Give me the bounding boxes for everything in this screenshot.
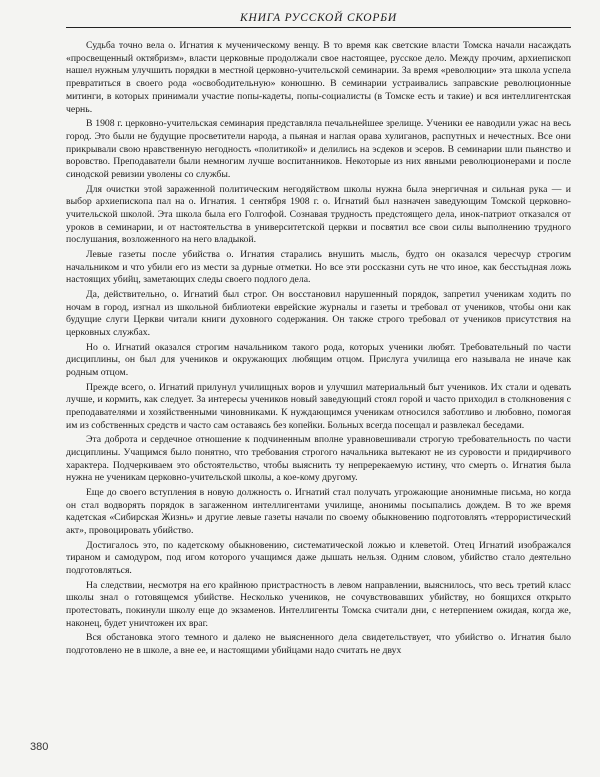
running-header-title: КНИГА РУССКОЙ СКОРБИ xyxy=(240,12,397,24)
paragraph: На следствии, несмотря на его крайнюю пристрастность в левом направлении, выяснилось, что весь третий класс школы знал о готовящемся убийстве. Несколько учеников, не сочувствовавших убийству, но боящихся открыто протестовать, покинули школу еще до экзаменов. Интеллигенты Томска считали дни, с нетерпением ожидая, когда же, наконец, будет уничтожен их враг. xyxy=(66,579,571,629)
paragraph: Судьба точно вела о. Игнатия к мученическому венцу. В то время как светские власти Томска начали насаждать «просвещенный октябризм», власти церковные продолжали свое настоящее, русское дело. Между прочим, архиепископ нашел нужным улучшить порядки в местной церковно-учительской семинарии. За время «революции» эта школа успела превратиться в своего рода «освободительную» конюшню. В семинарии устраивались заправские революционные митинги, в которых принимали участие попы-кадеты, попы-социалисты (в Томске есть и такие) и вся интеллигентская чернь. xyxy=(66,40,571,115)
paragraph: Да, действительно, о. Игнатий был строг. Он восстановил нарушенный порядок, запретил ученикам ходить по ночам в город, изгнал из школьной библиотеки еврейские журналы и газеты и требовал от учеников, чтобы они как будущие слуги Церкви читали книги духовного содержания. Он также строго требовал от учеников присутствия на церковных службах. xyxy=(66,288,571,339)
page-number: 380 xyxy=(30,741,49,753)
paragraph: Вся обстановка этого темного и далеко не выясненного дела свидетельствует, что убийство о. Игнатия было подготовлено не в школе, а вне ее, и настоящими убийцами надо считать не двух xyxy=(66,632,571,657)
paragraph: Еще до своего вступления в новую должность о. Игнатий стал получать угрожающие анонимные письма, но когда он стал водворять порядок в загаженном интеллигентами училище, анонимы посыпались дождем. В то же время кадетская «Сибирская Жизнь» и другие левые газеты начали по своему обыкновению подготовлять «террористический акт», провоцировать убийство. xyxy=(66,487,571,537)
paragraph: Эта доброта и сердечное отношение к подчиненным вполне уравновешивали строгую требовательность по части дисциплины. Учащимся было понятно, что требования строгого начальника вытекают не из суровости и придирчивого характера. Подчеркиваем это обстоятельство, чтобы выяснить ту непререкаемую истину, что смерть о. Игнатия была нужна не ученикам церковно-учительской школы, а кое-кому другому. xyxy=(66,434,571,484)
paragraph: Но о. Игнатий оказался строгим начальником такого рода, которых ученики любят. Требовательный по части дисциплины, он был для учеников и окружающих любящим отцом. Прислуга училища его называла не иначе как родным отцом. xyxy=(66,341,571,379)
body-text xyxy=(66,40,571,660)
paragraph: Достигалось это, по кадетскому обыкновению, систематической ложью и клеветой. Отец Игнатий изображался тираном и самодуром, под игом которого учащимся даже дышать нельзя. Одним словом, убийство стало деятельно подготовляться. xyxy=(66,539,571,577)
paragraph: Для очистки этой зараженной политическим негодяйством школы нужна была энергичная и сильная рука — и выбор архиепископа пал на о. Игнатия. 1 сентября 1908 г. о. Игнатий был назначен заведующим Томской церковно-учительской школой. Эта школа была его Голгофой. Сознавая трудность предстоящего дела, инок-патриот отказался от уроков в семинарии, и от настоятельства в университетской церкви и посвятил все свои силы выполнению трудного послушания, возложенного на него владыкой. xyxy=(66,183,571,246)
paragraph: Прежде всего, о. Игнатий прилунул училищных воров и улучшил материальный быт учеников. Их стали и одевать лучше, и кормить, как следует. За интересы учеников новый заведующий стоял горой и часто приходил в столкновения с преподавателями и хозяйственными чиновниками. К нуждающимся ученикам относился заботливо и любовно, помогая им из собственных средств и часто сам оставаясь без копейки. Больных всегда посещал и развлекал беседами. xyxy=(66,381,571,431)
running-header xyxy=(66,12,571,28)
paragraph: В 1908 г. церковно-учительская семинария представляла печальнейшее зрелище. Ученики ее наводили ужас на весь город. Это были не будущие просветители народа, а пьяная и наглая орава хулиганов, распутных и нечестных. Все они прикрывали свою нравственную негодность «политикой» и делились на эсдеков и эсеров. В семинарии шли пьянство и воровство. Преподаватели были немногим лучше воспитанников. Некоторые из них явными революционерами и после синодской ревизии уволены со службы. xyxy=(66,118,571,180)
header-rule xyxy=(66,27,571,28)
paragraph: Левые газеты после убийства о. Игнатия старались внушить мысль, будто он оказался чересчур строгим начальником и что убили его из мести за дурные отметки. Но все эти россказни суть не что иное, как бесстыдная ложь настоящих убийц, заметающих следы своего подлого дела. xyxy=(66,248,571,286)
